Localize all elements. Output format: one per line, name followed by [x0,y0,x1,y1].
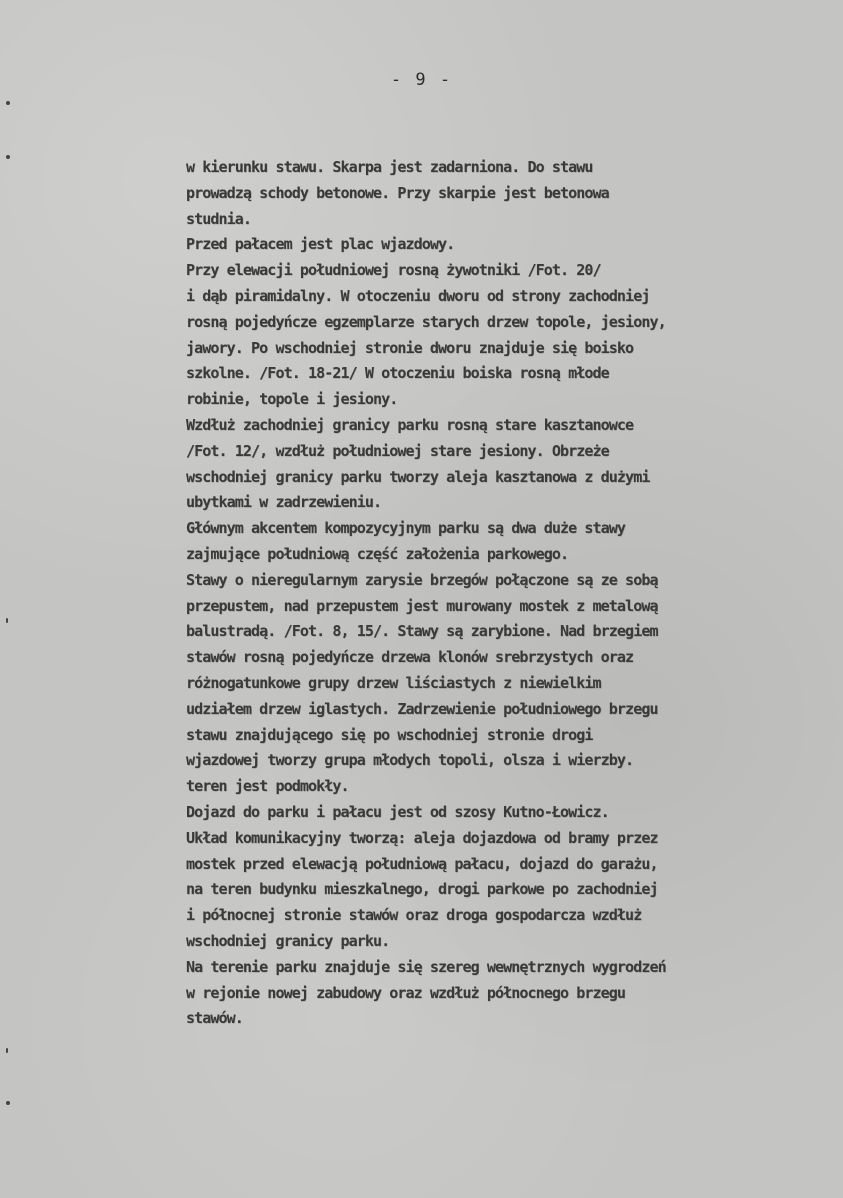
text-line: i dąb piramidalny. W otoczeniu dworu od strony zachodniej [186,286,650,305]
text-line: balustradą. /Fot. 8, 15/. Stawy są zarybione. Nad brzegiem [186,622,658,641]
text-line: teren jest podmokły. [186,777,349,796]
text-line: i północnej stronie stawów oraz droga gospodarcza wzdłuż [186,906,642,925]
text-line: robinie, topole i jesiony. [186,390,398,409]
text-line: /Fot. 12/, wzdłuż południowej stare jesiony. Obrzeże [186,441,609,460]
text-line: przepustem, nad przepustem jest murowany mostek z metalową [186,596,658,615]
binding-hole-mark [6,1101,10,1105]
text-line: Stawy o nieregularnym zarysie brzegów połączone są ze sobą [186,570,658,589]
text-line: udziałem drzew iglastych. Zadrzewienie południowego brzegu [186,699,658,718]
text-line: stawu znajdującego się po wschodniej stronie drogi [186,725,593,744]
text-line: rosną pojedyńcze egzemplarze starych drzew topole, jesiony, [186,312,666,331]
text-line: jawory. Po wschodniej stronie dworu znajduje się boisko [186,338,634,357]
binding-hole-mark [6,618,8,623]
binding-hole-mark [6,101,10,105]
text-line: Przed pałacem jest plac wjazdowy. [186,235,455,254]
text-line: szkolne. /Fot. 18-21/ W otoczeniu boiska rosną młode [186,364,609,383]
text-line: stawów rosną pojedyńcze drzewa klonów srebrzystych oraz [186,648,634,667]
text-line: Dojazd do parku i pałacu jest od szosy Kutno-Łowicz. [186,802,609,821]
page-number: - 9 - [390,70,453,90]
text-line: Głównym akcentem kompozycyjnym parku są dwa duże stawy [186,519,626,538]
text-line: Wzdłuż zachodniej granicy parku rosną stare kasztanowce [186,415,634,434]
text-line: stawów. [186,1009,243,1028]
text-line: wschodniej granicy parku. [186,931,390,950]
text-line: zajmujące południową część założenia parkowego. [186,544,569,563]
text-line: wjazdowej tworzy grupa młodych topoli, olsza i wierzby. [186,751,634,770]
text-line: w rejonie nowej zabudowy oraz wzdłuż północnego brzegu [186,983,626,1002]
text-line: prowadzą schody betonowe. Przy skarpie jest betonowa [186,183,609,202]
text-line: różnogatunkowe grupy drzew liściastych z niewielkim [186,673,601,692]
text-line: w kierunku stawu. Skarpa jest zadarniona. Do stawu [186,158,593,176]
text-line: na teren budynku mieszkalnego, drogi parkowe po zachodniej [186,880,658,899]
typewritten-text-body [186,155,826,1032]
text-line: wschodniej granicy parku tworzy aleja kasztanowa z dużymi [186,467,650,486]
text-line: Na terenie parku znajduje się szereg wewnętrznych wygrodzeń [186,957,666,976]
binding-hole-mark [6,1048,8,1053]
text-line: studnia. [186,209,252,228]
text-line: Układ komunikacyjny tworzą: aleja dojazdowa od bramy przez [186,828,658,847]
text-line: Przy elewacji południowej rosną żywotniki /Fot. 20/ [186,261,601,280]
text-line: ubytkami w zadrzewieniu. [186,493,382,512]
binding-hole-mark [6,155,10,159]
text-line: mostek przed elewacją południową pałacu, dojazd do garażu, [186,854,658,873]
